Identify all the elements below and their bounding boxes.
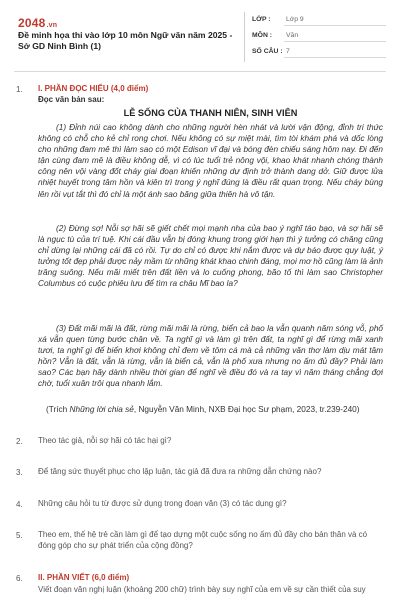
passage-title: LỄ SỐNG CỦA THANH NIÊN, SINH VIÊN xyxy=(123,108,298,118)
passage-paragraph: (3) Đất mãi mãi là đất, rừng mãi mãi là rừng, biển cả bao la vẫn quanh năm sóng vỗ, phố xá vẫn quen từng bước chân về. Ta nghĩ gì và làm gì trên đất, ta nghĩ gì để rừng mãi xanh tươi, ta nghĩ gì để biển khơi không chỉ đem về tôm cá mà cả những văn thơ làm dịu mát tâm hồn? Vẫn là đất, vẫn là rừng, vẫn là biển cả, vẫn là phố xưa nhưng no ấm đủ đầy? Phải làm sao? Các bạn hãy dành nhiều thời gian để nghĩ về điều đó và ra tay vì năm tháng chẳng đợi chờ, tuổi xuân trôi qua nhanh lắm. xyxy=(38,324,383,389)
question-text: Viết đoạn văn nghị luận (khoảng 200 chữ) trình bày suy nghĩ của em về sự cần thiết của suy xyxy=(38,585,366,594)
class-value: Lớp 9 xyxy=(286,16,304,23)
instruction-text: Đọc văn bản sau: xyxy=(38,95,105,104)
section-title xyxy=(38,572,383,583)
question-number: 3. xyxy=(16,468,23,477)
question-number: 1. xyxy=(16,85,23,94)
section-title xyxy=(38,83,383,94)
document-header xyxy=(0,0,400,66)
subject-value: Văn xyxy=(286,32,299,39)
question-count-label: SỐ CÂU : xyxy=(252,48,283,55)
reading-instruction xyxy=(38,94,383,105)
passage-paragraph: (2) Đừng sợ! Nỗi sợ hãi sẽ giết chết mọi mạnh nha của bao ý nghĩ táo bạo, và sợ hãi sẽ là ngục tù của trí tuệ. Khi cái đầu vẫn bị đóng khung trong giới hạn thì ý tưởng có chăng cũng chỉ dừng lại những cái đã có rồi. Tự do chỉ có được khi nắm được và dự báo được quy luật, ý tưởng tốt đẹp phải được nảy mầm từ những khát khao chinh đáng, mọi mơ hồ cũng làm là ảnh trăng suông. Nếu mãi miết trên đất liền và lo cuống phong, bão tố thì làm sao Christopher Columbus có cuộc phiêu lưu để tìm ra châu Mĩ bao la? xyxy=(38,224,383,289)
question-count-value: 7 xyxy=(286,48,290,55)
subject-label: MÔN : xyxy=(252,32,273,39)
question-text: Theo tác giả, nỗi sợ hãi có tác hại gì? xyxy=(38,436,172,445)
class-label: LỚP : xyxy=(252,16,271,23)
question-number: 4. xyxy=(16,500,23,509)
question-text: Những câu hỏi tu từ được sử dụng trong đoạn văn (3) có tác dụng gì? xyxy=(38,499,287,508)
writing-section-title: II. PHẦN VIẾT (6,0 điểm) xyxy=(38,573,130,582)
passage-paragraph: (1) Đỉnh núi cao không dành cho những người hèn nhát và lười vận động, đỉnh tri thức không có chỗ cho kẻ chỉ rong chơi. Nếu không có sự miệt mài, tìm tòi khám phá và dốc lòng cho những đam mê thì làm sao có một Edison vĩ đại và bóng đèn chiếu sáng hôm nay. Đi đến tận cùng đam mê là điều không dễ, vì có lúc tuổi trẻ nông vội, khao khát nhanh chóng thành công nên vội vàng đốt cháy giai đoạn khiến những dự định trở thành dang dở. Giữ được lửa nhiệt huyết trong tâm hồn và kiên trì trong ý nghĩ đúng là điều rất quan trọng. Nếu cháy bùng lên rồi vụt tắt thì đó chỉ là một ánh sao băng giữa thiên hà vô tận. xyxy=(38,123,383,199)
document-title: Đề minh họa thi vào lớp 10 môn Ngữ văn năm 2025 - Sở GD Ninh Bình (1) xyxy=(18,30,233,51)
question-text: Theo em, thế hệ trẻ cần làm gì để tạo dựng một cuộc sống no ấm đủ đầy cho bản thân và có đóng góp cho sự phát triển của cộng đồng? xyxy=(38,530,368,550)
site-logo[interactable]: 2048.vn xyxy=(18,16,58,30)
question-text: Để tăng sức thuyết phục cho lập luận, tác giả đã đưa ra những dẫn chứng nào? xyxy=(38,467,322,476)
header-rule xyxy=(14,71,386,72)
question-number: 2. xyxy=(16,437,23,446)
passage-citation: (Trích Những lời chia sẻ, Nguyễn Văn Minh, NXB Đại học Sư phạm, 2023, tr.239-240) xyxy=(46,405,360,414)
header-divider xyxy=(244,12,245,62)
reading-section-title: I. PHẦN ĐỌC HIỂU (4,0 điểm) xyxy=(38,84,149,93)
question-number: 6. xyxy=(16,574,23,583)
question-number: 5. xyxy=(16,531,23,540)
